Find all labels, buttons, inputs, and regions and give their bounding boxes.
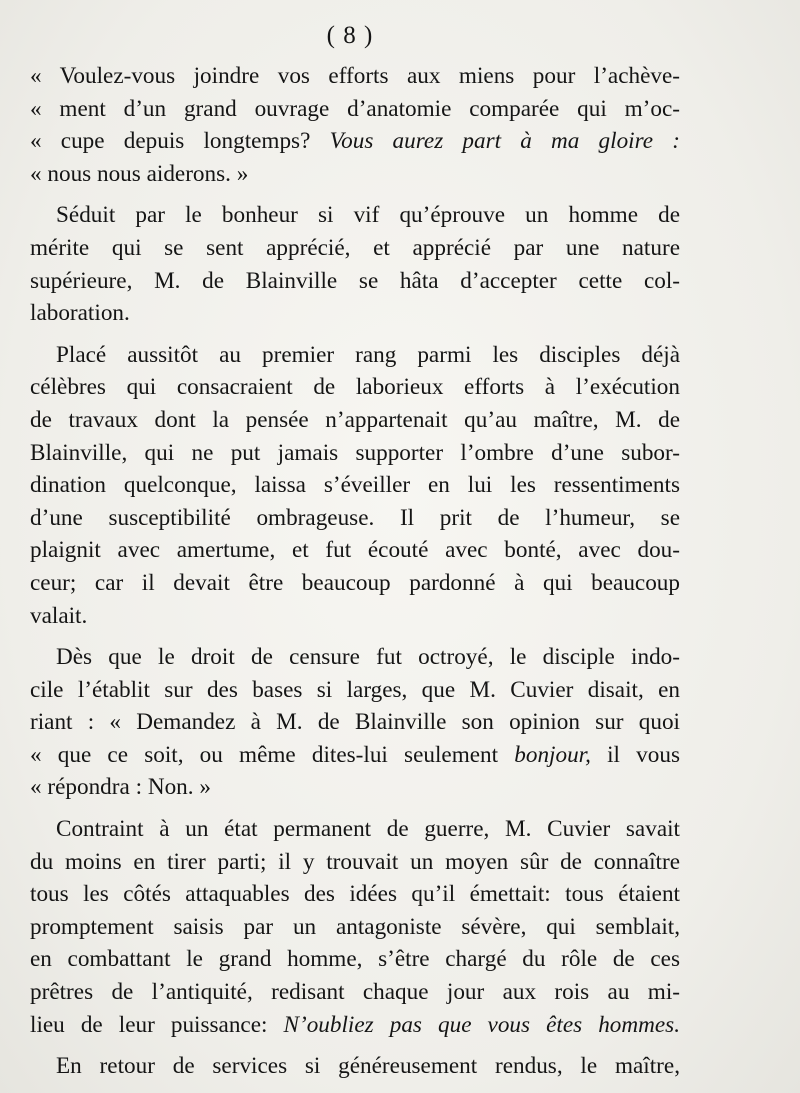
text-line: promptement saisis par un antagoniste sévère, qui semblait, [30,913,680,940]
text-line [30,1009,680,1042]
text-fragment: « cupe depuis longtemps? [30,128,330,155]
text-line: supérieure, M. de Blainville se hâta d’accepter cette col- [30,267,680,294]
paragraph-3 [30,339,680,632]
italic-quote: N’oubliez pas que vous êtes hommes. [283,1011,680,1038]
italic-word: bonjour, [514,741,591,768]
text-line: « répondra : Non. » [30,774,211,801]
text-line: Séduit par le bonheur si vif qu’éprouve un homme de [56,202,680,229]
text-line: d’une susceptibilité ombrageuse. Il prit de l’humeur, se [30,504,680,531]
paragraph-6 [30,1050,680,1083]
text-line: « Voulez-vous joindre vos efforts aux miens pour l’achève- [30,63,680,89]
text-line: célèbres qui consacraient de laborieux efforts à l’exécution [30,374,680,401]
text-fragment: « que ce soit, ou même dites-lui seulement [30,741,515,768]
text-line [30,739,680,772]
text-line: prêtres de l’antiquité, redisant chaque jour aux rois au mi- [30,979,680,1006]
paragraph-1 [30,60,680,190]
text-line: plaignit avec amertume, et fut écouté avec bonté, avec dou- [30,537,680,564]
text-line [30,125,680,158]
text-line: laboration. [30,300,130,327]
text-line: de travaux dont la pensée n’appartenait qu’au maître, M. de [30,406,680,433]
text-line: Blainville, qui ne put jamais supporter l’ombre d’une subor- [30,439,680,466]
paragraph-4 [30,641,680,804]
text-line: Placé aussitôt au premier rang parmi les disciples déjà [56,341,680,368]
text-line: valait. [30,602,88,629]
text-line: En retour de services si généreusement rendus, le maître, [56,1053,680,1080]
text-line: en combattant le grand homme, s’être chargé du rôle de ces [30,946,680,973]
text-line: dination quelconque, laissa s’éveiller en lui les ressentiments [30,472,680,499]
text-fragment: lieu de leur puissance: [30,1011,284,1038]
italic-quote: Vous aurez part à ma gloire : [329,128,680,155]
page-number: ( 8 ) [326,22,374,49]
text-line: Contraint à un état permanent de guerre, M. Cuvier savait [56,816,680,843]
text-line: du moins en tirer parti; il y trouvait un moyen sûr de connaître [30,848,680,875]
text-line: riant : « Demandez à M. de Blainville son opinion sur quoi [30,709,680,736]
body-text [30,60,680,1092]
text-line: « ment d’un grand ouvrage d’anatomie comparée qui m’oc- [30,95,680,122]
text-line: ceur; car il devait être beaucoup pardonné à qui beaucoup [30,569,680,596]
text-line: Dès que le droit de censure fut octroyé, le disciple indo- [56,644,680,671]
text-line: mérite qui se sent apprécié, et apprécié par une nature [30,234,680,261]
text-line: cile l’établit sur des bases si larges, que M. Cuvier disait, en [30,676,680,703]
text-line: tous les côtés attaquables des idées qu’il émettait: tous étaient [30,881,680,908]
text-fragment: il vous [590,741,680,768]
paragraph-2 [30,199,680,329]
text-line: « nous nous aiderons. » [30,160,249,187]
paragraph-5 [30,813,680,1041]
